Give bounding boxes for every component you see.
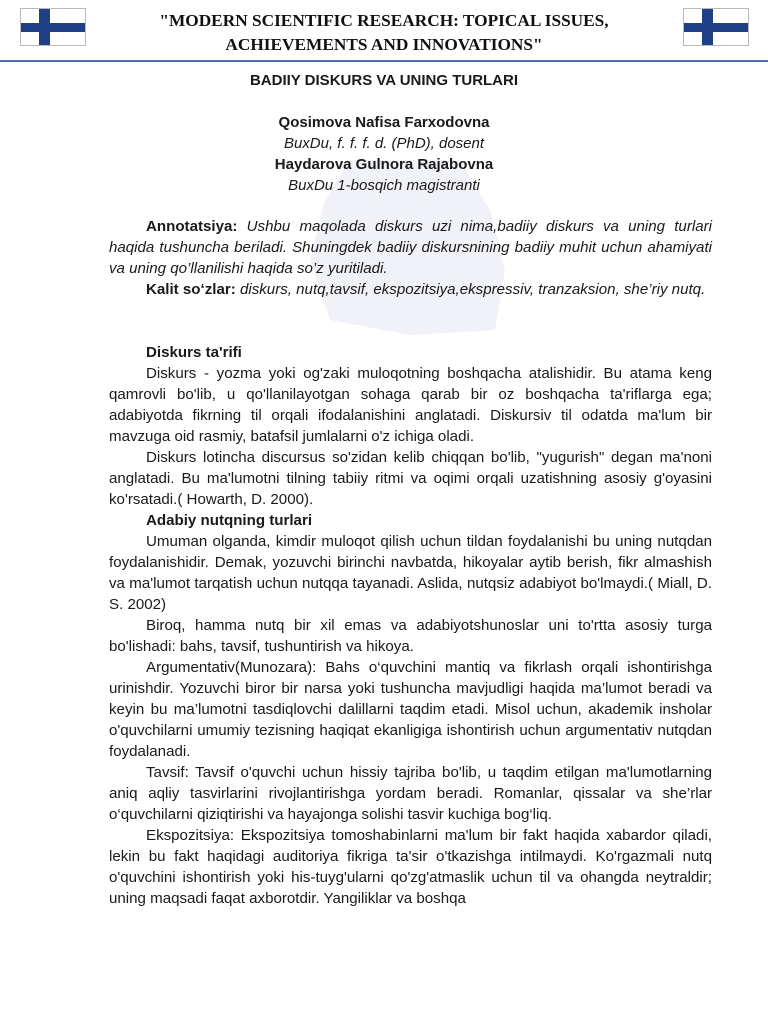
keywords-label: Kalit so‘zlar: <box>146 281 236 298</box>
author-affiliation-2: BuxDu 1-bosqich magistranti <box>288 177 480 194</box>
paragraph: Ekspozitsiya: Ekspozitsiya tomoshabinlarni ma'lum bir fakt haqida xabardor qiladi, lekin bu fakt haqidagi auditoriya fikriga ta'sir o'tkazishga intilmaydi. Ko'rgazmali nutq o'quvchini ishontirish yoki his-tuyg'ularni qo'zg'atmaslik uchun til va ohangda neytraldir; uning maqsadi faqat axborotdir. Yangiliklar va boshqa <box>109 827 712 907</box>
paragraph: Diskurs - yozma yoki og'zaki muloqotning boshqacha atalishidir. Bu atama keng qamrovli bo'lib, u qo'llanilayotgan sohaga qarab bir oz boshqacha ta'riflarga ega; adabiyotda fikrning til orqali ifodalanishini anglatadi. Diskursiv til odatda ma'lum bir mavzuga oid rasmiy, batafsil jumlalarni o'z ichiga oladi. <box>109 365 712 445</box>
annotation-text: Ushbu maqolada diskurs uzi nima,badiiy diskurs va uning turlari haqida tushuncha beriladi. Shuningdek badiiy diskursnining badiiy muhit uchun ahamiyati va uning qo’llanilishi haqida so’z yuritiladi. <box>109 218 712 277</box>
section-heading-diskurs: Diskurs ta'rifi <box>146 344 242 361</box>
keywords-text: diskurs, nutq,tavsif, ekspozitsiya,ekspressiv, tranzaksion, she’riy nutq. <box>239 281 706 298</box>
conference-title <box>100 9 668 57</box>
conference-title-line2: ACHIEVEMENTS AND INNOVATIONS" <box>225 35 543 54</box>
paragraph: Argumentativ(Munozara): Bahs o‘quvchini mantiq va fikrlash orqali ishontirishga urinishdir. Yozuvchi biror bir narsa yoki tushuncha mavjudligi haqida ma’lumot beradi va keyin bu ma’lumotni tasdiqlovchi dalillarni taqdim etadi. Misol uchun, akademik insholar o'quvchilarni umumiy tezisning haqiqat ekanligiga ishontirish uchun argumentativ nutqdan foydalanadi. <box>109 659 712 760</box>
author-affiliation-1: BuxDu, f. f. f. d. (PhD), dosent <box>283 135 485 152</box>
finland-flag-right-icon <box>683 8 749 46</box>
paragraph: Tavsif: Tavsif o'quvchi uchun hissiy tajriba bo'lib, u taqdim etilgan ma'lumotlarning aniq aqliy tasvirlarini rivojlantirishga yordam beradi. Romanlar, qissalar va she’rlar o‘quvchilarni qiziqtirishi va hayajonga solishi tasvir kuchiga bog‘liq. <box>109 764 712 823</box>
author-name-1: Qosimova Nafisa Farxodovna <box>278 114 490 131</box>
section-heading-adabiy-nutq: Adabiy nutqning turlari <box>146 512 313 529</box>
conference-title-line1: "MODERN SCIENTIFIC RESEARCH: TOPICAL ISSUES, <box>159 11 609 30</box>
paragraph: Diskurs lotincha discursus so'zidan kelib chiqqan bo'lib, "yugurish" degan ma'noni anglatadi. Bu ma'lumotni tilning tabiiy ritmi va oqimi orqali uzatishning asosiy g'oyasini ko'rsatadi.( Howarth, D. 2000). <box>109 449 712 508</box>
section-diskurs-body <box>109 363 712 510</box>
paragraph: Biroq, hamma nutq bir xil emas va adabiyotshunoslar uni to'rtta asosiy turga bo'lishadi: bahs, tavsif, tushuntirish va hikoya. <box>109 617 712 655</box>
header-divider <box>0 60 768 62</box>
finland-flag-left-icon <box>20 8 86 46</box>
author-name-2: Haydarova Gulnora Rajabovna <box>274 156 494 173</box>
article-title: BADIIY DISKURS VA UNING TURLARI <box>249 72 519 89</box>
annotation-block <box>109 216 712 300</box>
section-adabiy-nutq-body <box>109 531 712 909</box>
annotation-label: Annotatsiya: <box>146 218 238 235</box>
paragraph: Umuman olganda, kimdir muloqot qilish uchun tildan foydalanishi bu uning nutqdan foydalanishidir. Demak, yozuvchi birinchi navbatda, hikoyalar aytib berish, fikr almashish va ma'lumot tarqatish uchun nutqqa tayanadi. Aslida, nutqsiz adabiyot bo'lmaydi.( Miall, D. S. 2002) <box>109 533 712 613</box>
